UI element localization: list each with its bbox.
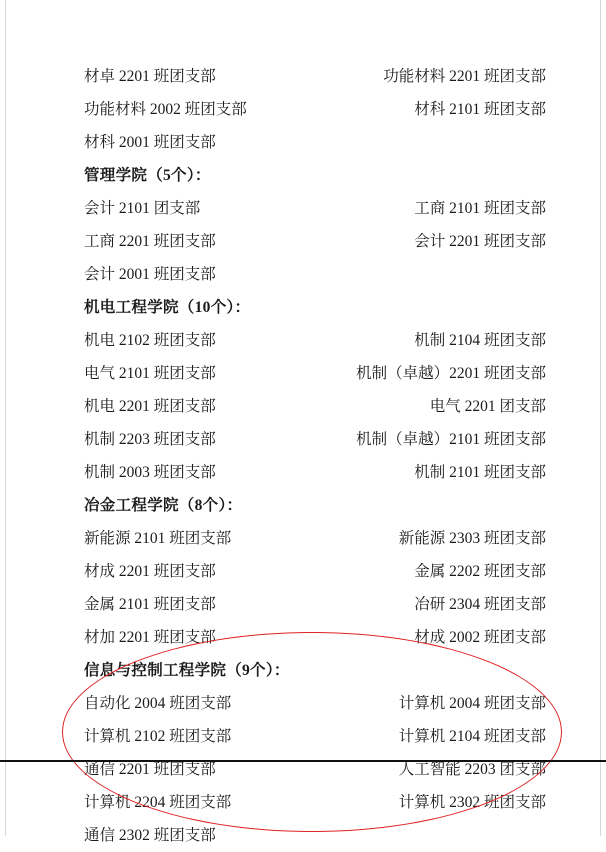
section-heading-text: 机电工程学院（10个）： — [84, 299, 251, 316]
entry-left: 机制 2003 班团支部 — [84, 464, 216, 481]
entry-right: 工商 2101 班团支部 — [414, 200, 546, 217]
entry-left: 自动化 2004 班团支部 — [84, 695, 232, 712]
entry-right: 功能材料 2201 班团支部 — [383, 68, 546, 85]
entry-row — [84, 588, 546, 621]
entry-right: 计算机 2104 班团支部 — [398, 728, 546, 745]
entry-right: 新能源 2303 班团支部 — [398, 530, 546, 547]
entry-left: 计算机 2204 班团支部 — [84, 794, 232, 811]
entry-right: 机制（卓越）2101 班团支部 — [356, 431, 546, 448]
entry-left: 材成 2201 班团支部 — [84, 563, 216, 580]
entry-right: 人工智能 2203 团支部 — [398, 761, 546, 778]
entry-right: 材成 2002 班团支部 — [414, 629, 546, 646]
entry-left: 材科 2001 班团支部 — [84, 134, 216, 151]
section-management-college — [84, 159, 546, 291]
entry-row — [84, 324, 546, 357]
entry-left: 机电 2201 班团支部 — [84, 398, 216, 415]
entry-row — [84, 687, 546, 720]
entry-row — [84, 786, 546, 819]
entry-left: 工商 2201 班团支部 — [84, 233, 216, 250]
entry-row — [84, 390, 546, 423]
entry-row — [84, 423, 546, 456]
entry-row — [84, 456, 546, 489]
entry-right: 计算机 2302 班团支部 — [398, 794, 546, 811]
entry-left: 会计 2101 团支部 — [84, 200, 201, 217]
entry-row — [84, 357, 546, 390]
entry-left: 功能材料 2002 班团支部 — [84, 101, 247, 118]
horizontal-rule-annotation — [0, 760, 606, 762]
entry-row — [84, 60, 546, 93]
section-heading — [84, 291, 546, 324]
entry-row — [84, 555, 546, 588]
entry-left: 通信 2302 班团支部 — [84, 827, 216, 844]
entry-row — [84, 126, 546, 159]
entry-right: 电气 2201 团支部 — [429, 398, 546, 415]
entry-right: 会计 2201 班团支部 — [414, 233, 546, 250]
section-information-control-college — [84, 654, 546, 852]
entry-left: 新能源 2101 班团支部 — [84, 530, 232, 547]
section-materials-continued — [84, 60, 546, 159]
section-heading — [84, 654, 546, 687]
entry-right: 材科 2101 班团支部 — [414, 101, 546, 118]
section-mechanical-electrical-college — [84, 291, 546, 489]
entry-row — [84, 93, 546, 126]
entry-left: 材卓 2201 班团支部 — [84, 68, 216, 85]
section-heading-text: 管理学院（5个）： — [84, 167, 211, 184]
section-heading — [84, 159, 546, 192]
entry-right: 机制 2104 班团支部 — [414, 332, 546, 349]
entry-right: 机制 2101 班团支部 — [414, 464, 546, 481]
entry-left: 电气 2101 班团支部 — [84, 365, 216, 382]
section-heading — [84, 489, 546, 522]
page-edge-left — [0, 0, 6, 836]
entry-left: 计算机 2102 班团支部 — [84, 728, 232, 745]
section-heading-text: 冶金工程学院（8个）： — [84, 497, 243, 514]
page-edge-right — [600, 0, 606, 836]
section-metallurgy-college — [84, 489, 546, 654]
document-body — [84, 60, 546, 852]
entry-right: 计算机 2004 班团支部 — [398, 695, 546, 712]
entry-left: 材加 2201 班团支部 — [84, 629, 216, 646]
entry-row — [84, 192, 546, 225]
entry-right: 机制（卓越）2201 班团支部 — [356, 365, 546, 382]
entry-right: 金属 2202 班团支部 — [414, 563, 546, 580]
entry-row — [84, 753, 546, 786]
entry-right: 冶研 2304 班团支部 — [414, 596, 546, 613]
entry-row — [84, 225, 546, 258]
section-heading-text: 信息与控制工程学院（9个）： — [84, 662, 290, 679]
entry-row — [84, 522, 546, 555]
entry-left: 通信 2201 班团支部 — [84, 761, 216, 778]
entry-row — [84, 720, 546, 753]
entry-left: 机电 2102 班团支部 — [84, 332, 216, 349]
entry-left: 机制 2203 班团支部 — [84, 431, 216, 448]
entry-left: 金属 2101 班团支部 — [84, 596, 216, 613]
entry-left: 会计 2001 班团支部 — [84, 266, 216, 283]
entry-row — [84, 258, 546, 291]
entry-row — [84, 621, 546, 654]
